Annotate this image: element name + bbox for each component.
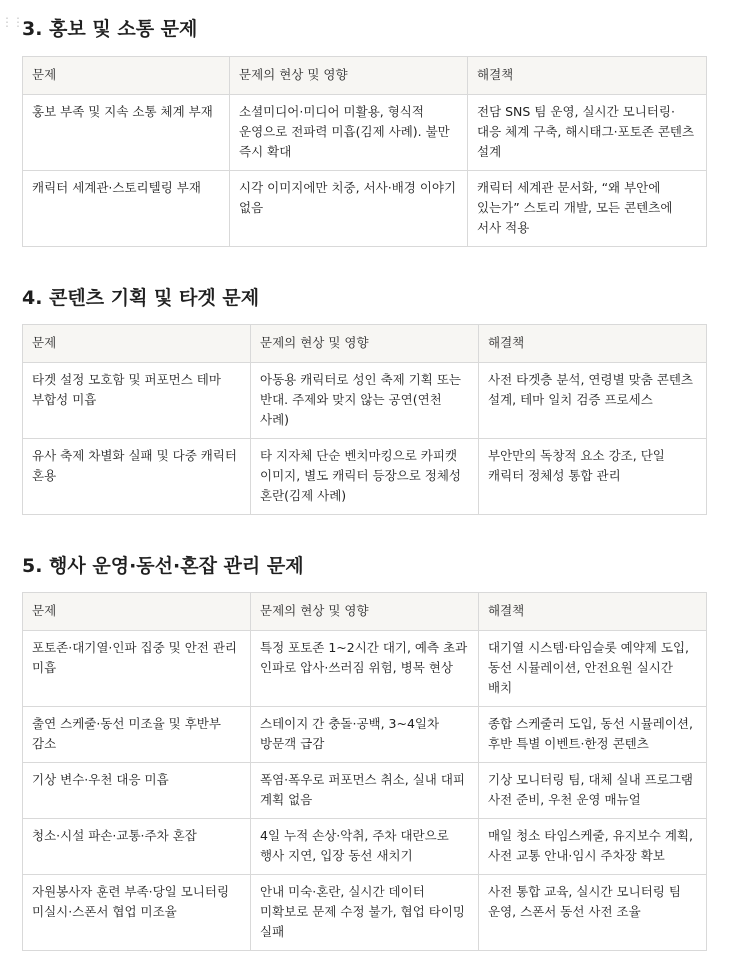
table-cell-impact[interactable]: 폭염·폭우로 퍼포먼스 취소, 실내 대피 계획 없음 [251,763,479,819]
table-cell-impact[interactable]: 4일 누적 손상·악취, 주차 대란으로 행사 지연, 입장 동선 새치기 [251,819,479,875]
table-cell-solution[interactable]: 기상 모니터링 팀, 대체 실내 프로그램 사전 준비, 우천 운영 매뉴얼 [479,763,707,819]
column-header-impact: 문제의 현상 및 영향 [230,57,468,95]
drag-handle-icon[interactable]: ⋮⋮ [1,15,23,29]
table-cell-impact[interactable]: 시각 이미지에만 치중, 서사·배경 이야기 없음 [230,171,468,247]
column-header-impact: 문제의 현상 및 영향 [251,325,479,363]
table-cell-problem[interactable]: 캐릭터 세계관·스토리텔링 부재 [23,171,230,247]
section-heading: 4. 콘텐츠 기획 및 타겟 문제 [22,287,260,309]
table-cell-impact[interactable]: 특정 포토존 1~2시간 대기, 예측 초과 인파로 압사·쓰러짐 위험, 병목 현상 [251,631,479,707]
table-row [23,439,707,515]
table-cell-solution[interactable]: 대기열 시스템·타임슬롯 예약제 도입, 동선 시뮬레이션, 안전요원 실시간 배치 [479,631,707,707]
table-cell-problem[interactable]: 출연 스케줄·동선 미조율 및 후반부 감소 [23,707,251,763]
table-row [23,95,707,171]
table-row [23,763,707,819]
table-row [23,819,707,875]
table-cell-impact[interactable]: 타 지자체 단순 벤치마킹으로 카피캣 이미지, 별도 캐릭터 등장으로 정체성 혼란(김제 사례) [251,439,479,515]
table-cell-impact[interactable]: 스테이지 간 충돌·공백, 3~4일차 방문객 급감 [251,707,479,763]
column-header-solution: 해결책 [468,57,707,95]
table-row [23,707,707,763]
table-cell-impact[interactable]: 아동용 캐릭터로 성인 축제 기획 또는 반대. 주제와 맞지 않는 공연(연천 사례) [251,363,479,439]
table-cell-problem[interactable]: 타겟 설정 모호함 및 퍼포먼스 테마 부합성 미흡 [23,363,251,439]
issues-table [22,592,707,951]
table-header-row [23,325,707,363]
table-header-row [23,593,707,631]
table-cell-solution[interactable]: 부안만의 독창적 요소 강조, 단일 캐릭터 정체성 통합 관리 [479,439,707,515]
table-row [23,363,707,439]
column-header-solution: 해결책 [479,593,707,631]
table-row [23,631,707,707]
table-cell-problem[interactable]: 청소·시설 파손·교통·주차 혼잡 [23,819,251,875]
section-content-planning [22,286,706,515]
table-cell-problem[interactable]: 기상 변수·우천 대응 미흡 [23,763,251,819]
table-cell-solution[interactable]: 사전 타겟층 분석, 연령별 맞춤 콘텐츠 설계, 테마 일치 검증 프로세스 [479,363,707,439]
section-heading: 3. 홍보 및 소통 문제 [22,18,198,40]
table-header-row [23,57,707,95]
column-header-impact: 문제의 현상 및 영향 [251,593,479,631]
table-cell-solution[interactable]: 매일 청소 타임스케줄, 유지보수 계획, 사전 교통 안내·임시 주차장 확보 [479,819,707,875]
column-header-problem: 문제 [23,57,230,95]
table-cell-problem[interactable]: 홍보 부족 및 지속 소통 체계 부재 [23,95,230,171]
table-cell-problem[interactable]: 자원봉사자 훈련 부족·당일 모니터링 미실시·스폰서 협업 미조율 [23,875,251,951]
table-cell-impact[interactable]: 안내 미숙·혼란, 실시간 데이터 미확보로 문제 수정 불가, 협업 타이밍 실패 [251,875,479,951]
section-promotion [22,17,706,247]
table-row [23,171,707,247]
column-header-problem: 문제 [23,593,251,631]
table-cell-problem[interactable]: 포토존·대기열·인파 집중 및 안전 관리 미흡 [23,631,251,707]
section-heading: 5. 행사 운영·동선·혼잡 관리 문제 [22,555,304,577]
issues-table [22,324,707,515]
section-operations [22,554,706,951]
table-cell-impact[interactable]: 소셜미디어·미디어 미활용, 형식적 운영으로 전파력 미흡(김제 사례). 불만 즉시 확대 [230,95,468,171]
table-row [23,875,707,951]
table-cell-solution[interactable]: 종합 스케줄러 도입, 동선 시뮬레이션, 후반 특별 이벤트·한정 콘텐츠 [479,707,707,763]
issues-table [22,56,707,247]
table-cell-solution[interactable]: 캐릭터 세계관 문서화, “왜 부안에 있는가” 스토리 개발, 모든 콘텐츠에 서사 적용 [468,171,707,247]
table-cell-problem[interactable]: 유사 축제 차별화 실패 및 다중 캐릭터 혼용 [23,439,251,515]
column-header-solution: 해결책 [479,325,707,363]
table-cell-solution[interactable]: 전담 SNS 팀 운영, 실시간 모니터링·대응 체계 구축, 해시태그·포토존 콘텐츠 설계 [468,95,707,171]
table-cell-solution[interactable]: 사전 통합 교육, 실시간 모니터링 팀 운영, 스폰서 동선 사전 조율 [479,875,707,951]
column-header-problem: 문제 [23,325,251,363]
